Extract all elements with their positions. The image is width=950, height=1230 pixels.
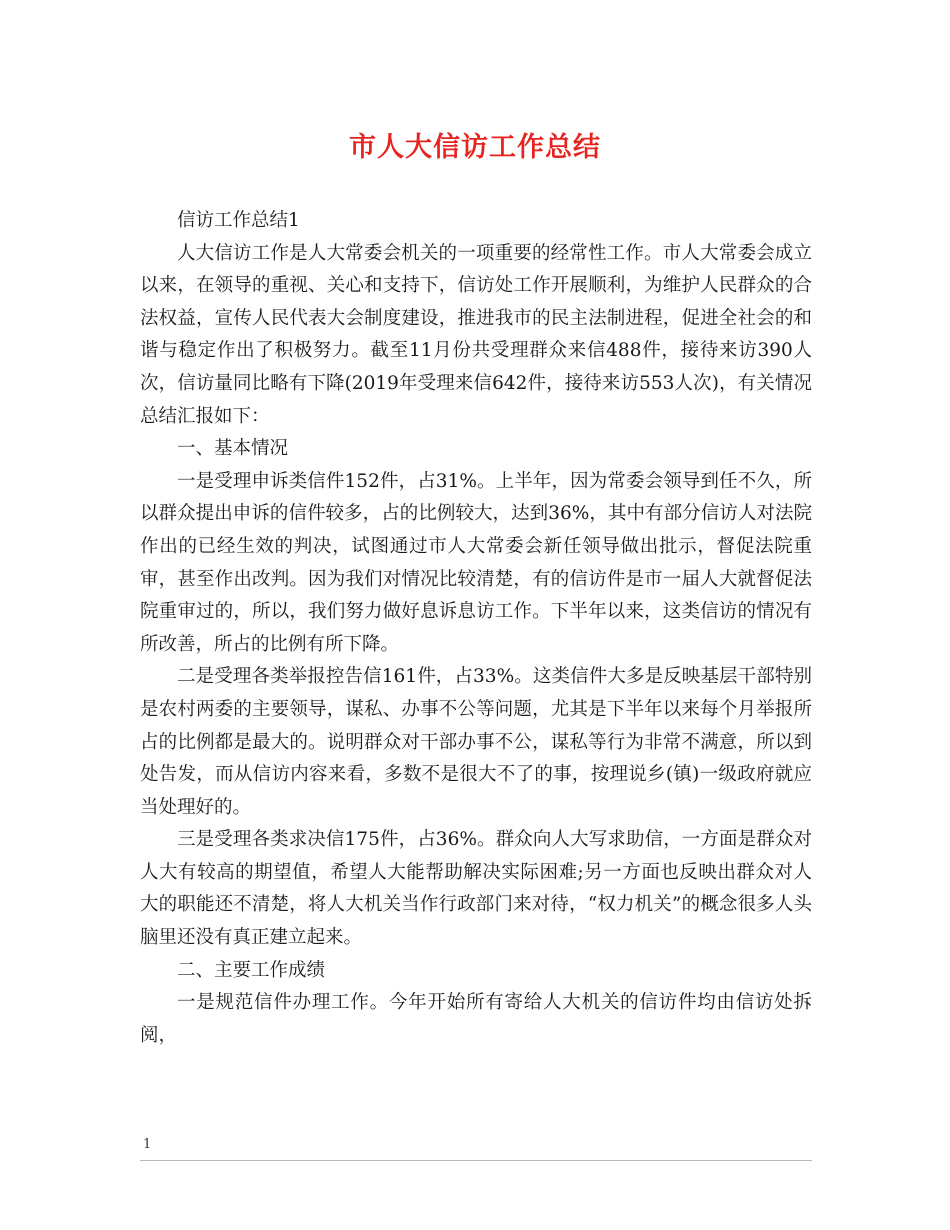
paragraph-requests: 三是受理各类求决信175件，占36%。群众向人大写求助信，一方面是群众对人大有较高的期望值，希望人大能帮助解决实际困难;另一方面也反映出群众对人大的职能还不清楚，将人大机关当作行政部门来对待，“权力机关”的概念很多人头脑里还没有真正建立起来。: [140, 829, 812, 949]
page-number: 1: [143, 1137, 152, 1152]
paragraph-heading-1: 信访工作总结1: [177, 210, 300, 231]
section-heading-basic-situation: 一、基本情况: [177, 438, 289, 460]
paragraph-reports: 二是受理各类举报控告信161件，占33%。这类信件大多是反映基层干部特别是农村两委的主要领导，谋私、办事不公等问题，尤其是下半年以来每个月举报所占的比例都是最大的。说明群众对干部办事不公，谋私等行为非常不满意，所以到处告发，而从信访内容来看，多数不是很大不了的事，按理说乡(镇)一级政府就应当处理好的。: [140, 666, 812, 818]
section-heading-main-achievements: 二、主要工作成绩: [177, 959, 326, 981]
paragraph-complaints: 一是受理申诉类信件152件，占31%。上半年，因为常委会领导到任不久，所以群众提出申诉的信件较多，占的比例较大，达到36%，其中有部分信访人对法院作出的已经生效的判决，试图通过市人大常委会新任领导做出批示，督促法院重审，甚至作出改判。因为我们对情况比较清楚，有的信访件是市一届人大就督促法院重审过的，所以，我们努力做好息诉息访工作。下半年以来，这类信访的情况有所改善，所占的比例有所下降。: [140, 470, 812, 655]
paragraph-standardize-letters: 一是规范信件办理工作。今年开始所有寄给人大机关的信访件均由信访处拆阅，: [140, 992, 812, 1046]
footer-divider: [140, 1160, 812, 1161]
document-title: 市人大信访工作总结: [349, 132, 601, 163]
paragraph-intro: 人大信访工作是人大常委会机关的一项重要的经常性工作。市人大常委会成立以来，在领导的重视、关心和支持下，信访处工作开展顺利，为维护人民群众的合法权益，宣传人民代表大会制度建设，推进我市的民主法制进程，促进全社会的和谐与稳定作出了积极努力。截至11月份共受理群众来信488件，接待来访390人次，信访量同比略有下降(2019年受理来信642件，接待来访553人次)，有关情况总结汇报如下：: [140, 242, 812, 427]
document-body: [140, 205, 812, 1052]
